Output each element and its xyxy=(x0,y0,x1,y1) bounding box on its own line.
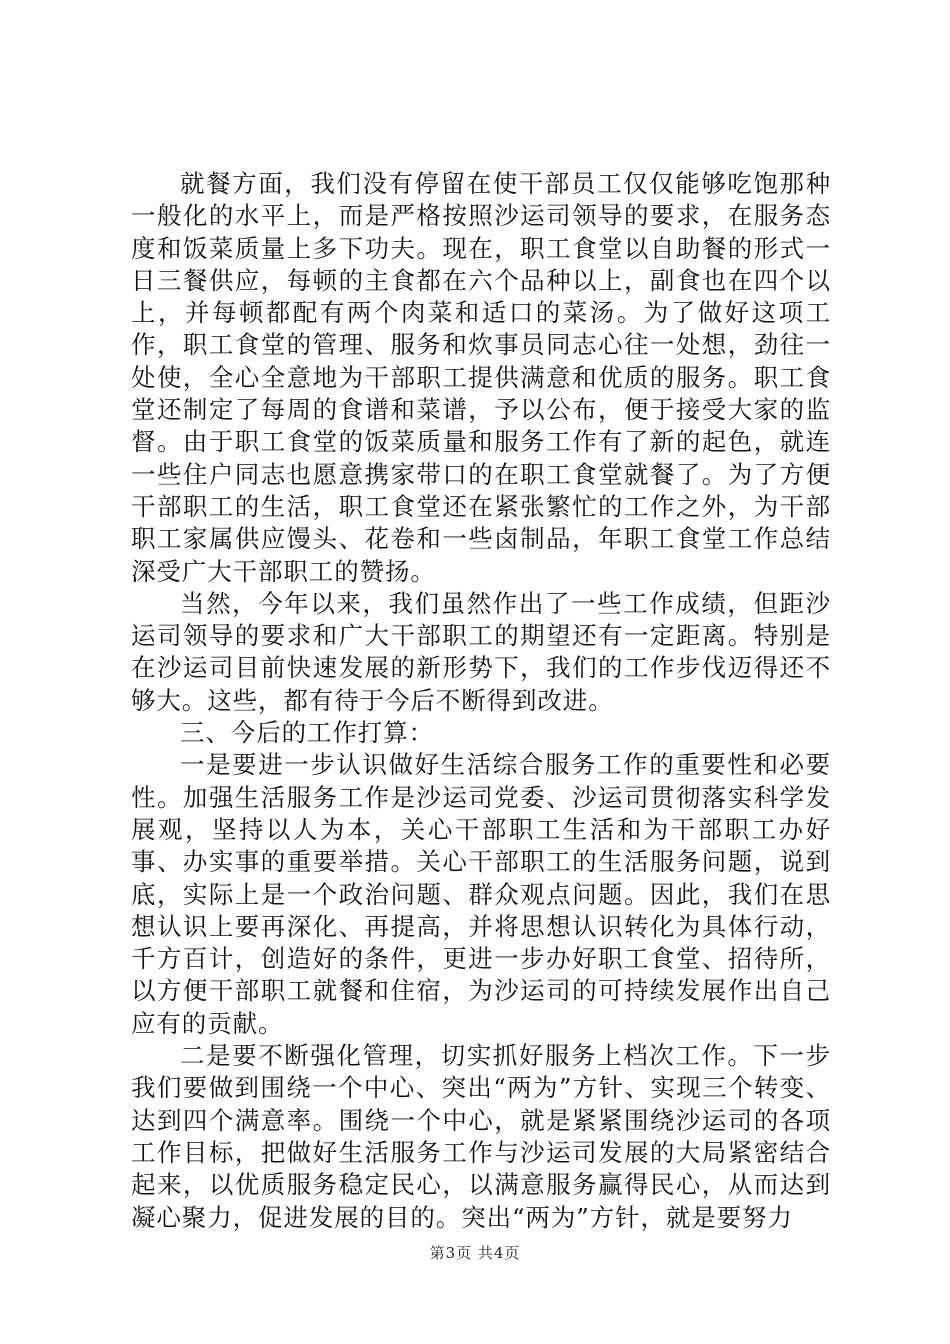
paragraph-shortcomings: 当然，今年以来，我们虽然作出了一些工作成绩，但距沙运司领导的要求和广大干部职工的期望还有一定距离。特别是在沙运司目前快速发展的新形势下，我们的工作步伐迈得还不够大。这些，都有待于今后不断得到改进。 xyxy=(131,588,831,715)
document-body xyxy=(131,168,831,1234)
page-number-footer: 第3页 共4页 xyxy=(429,1244,521,1262)
paragraph-plan-two: 二是要不断强化管理，切实抓好服务上档次工作。下一步我们要做到围绕一个中心、突出“两为”方针、实现三个转变、达到四个满意率。围绕一个中心，就是紧紧围绕沙运司的各项工作目标，把做好生活服务工作与沙运司发展的大局紧密结合起来，以优质服务稳定民心，以满意服务赢得民心，从而达到凝心聚力，促进发展的目的。突出“两为”方针，就是要努力 xyxy=(131,1041,831,1232)
section-heading-future-plans: 三、今后的工作打算： xyxy=(180,718,434,748)
paragraph-dining: 就餐方面，我们没有停留在使干部员工仅仅能够吃饱那种一般化的水平上，而是严格按照沙运司领导的要求，在服务态度和饭菜质量上多下功夫。现在，职工食堂以自助餐的形式一日三餐供应，每顿的主食都在六个品种以上，副食也在四个以上，并每顿都配有两个肉菜和适口的菜汤。为了做好这项工作，职工食堂的管理、服务和炊事员同志心往一处想，劲往一处使，全心全意地为干部职工提供满意和优质的服务。职工食堂还制定了每周的食谱和菜谱，予以公布，便于接受大家的监督。由于职工食堂的饭菜质量和服务工作有了新的起色，就连一些住户同志也愿意携家带口的在职工食堂就餐了。为了方便干部职工的生活，职工食堂还在紧张繁忙的工作之外，为干部职工家属供应馒头、花卷和一些卤制品，年职工食堂工作总结深受广大干部职工的赞扬。 xyxy=(131,169,831,586)
paragraph-plan-one: 一是要进一步认识做好生活综合服务工作的重要性和必要性。加强生活服务工作是沙运司党委、沙运司贯彻落实科学发展观，坚持以人为本，关心干部职工生活和为干部职工办好事、办实事的重要举措。关心干部职工的生活服务问题，说到底，实际上是一个政治问题、群众观点问题。因此，我们在思想认识上要再深化、再提高，并将思想认识转化为具体行动，千方百计，创造好的条件，更进一步办好职工食堂、招待所，以方便干部职工就餐和住宿，为沙运司的可持续发展作出自己应有的贡献。 xyxy=(131,750,831,1038)
